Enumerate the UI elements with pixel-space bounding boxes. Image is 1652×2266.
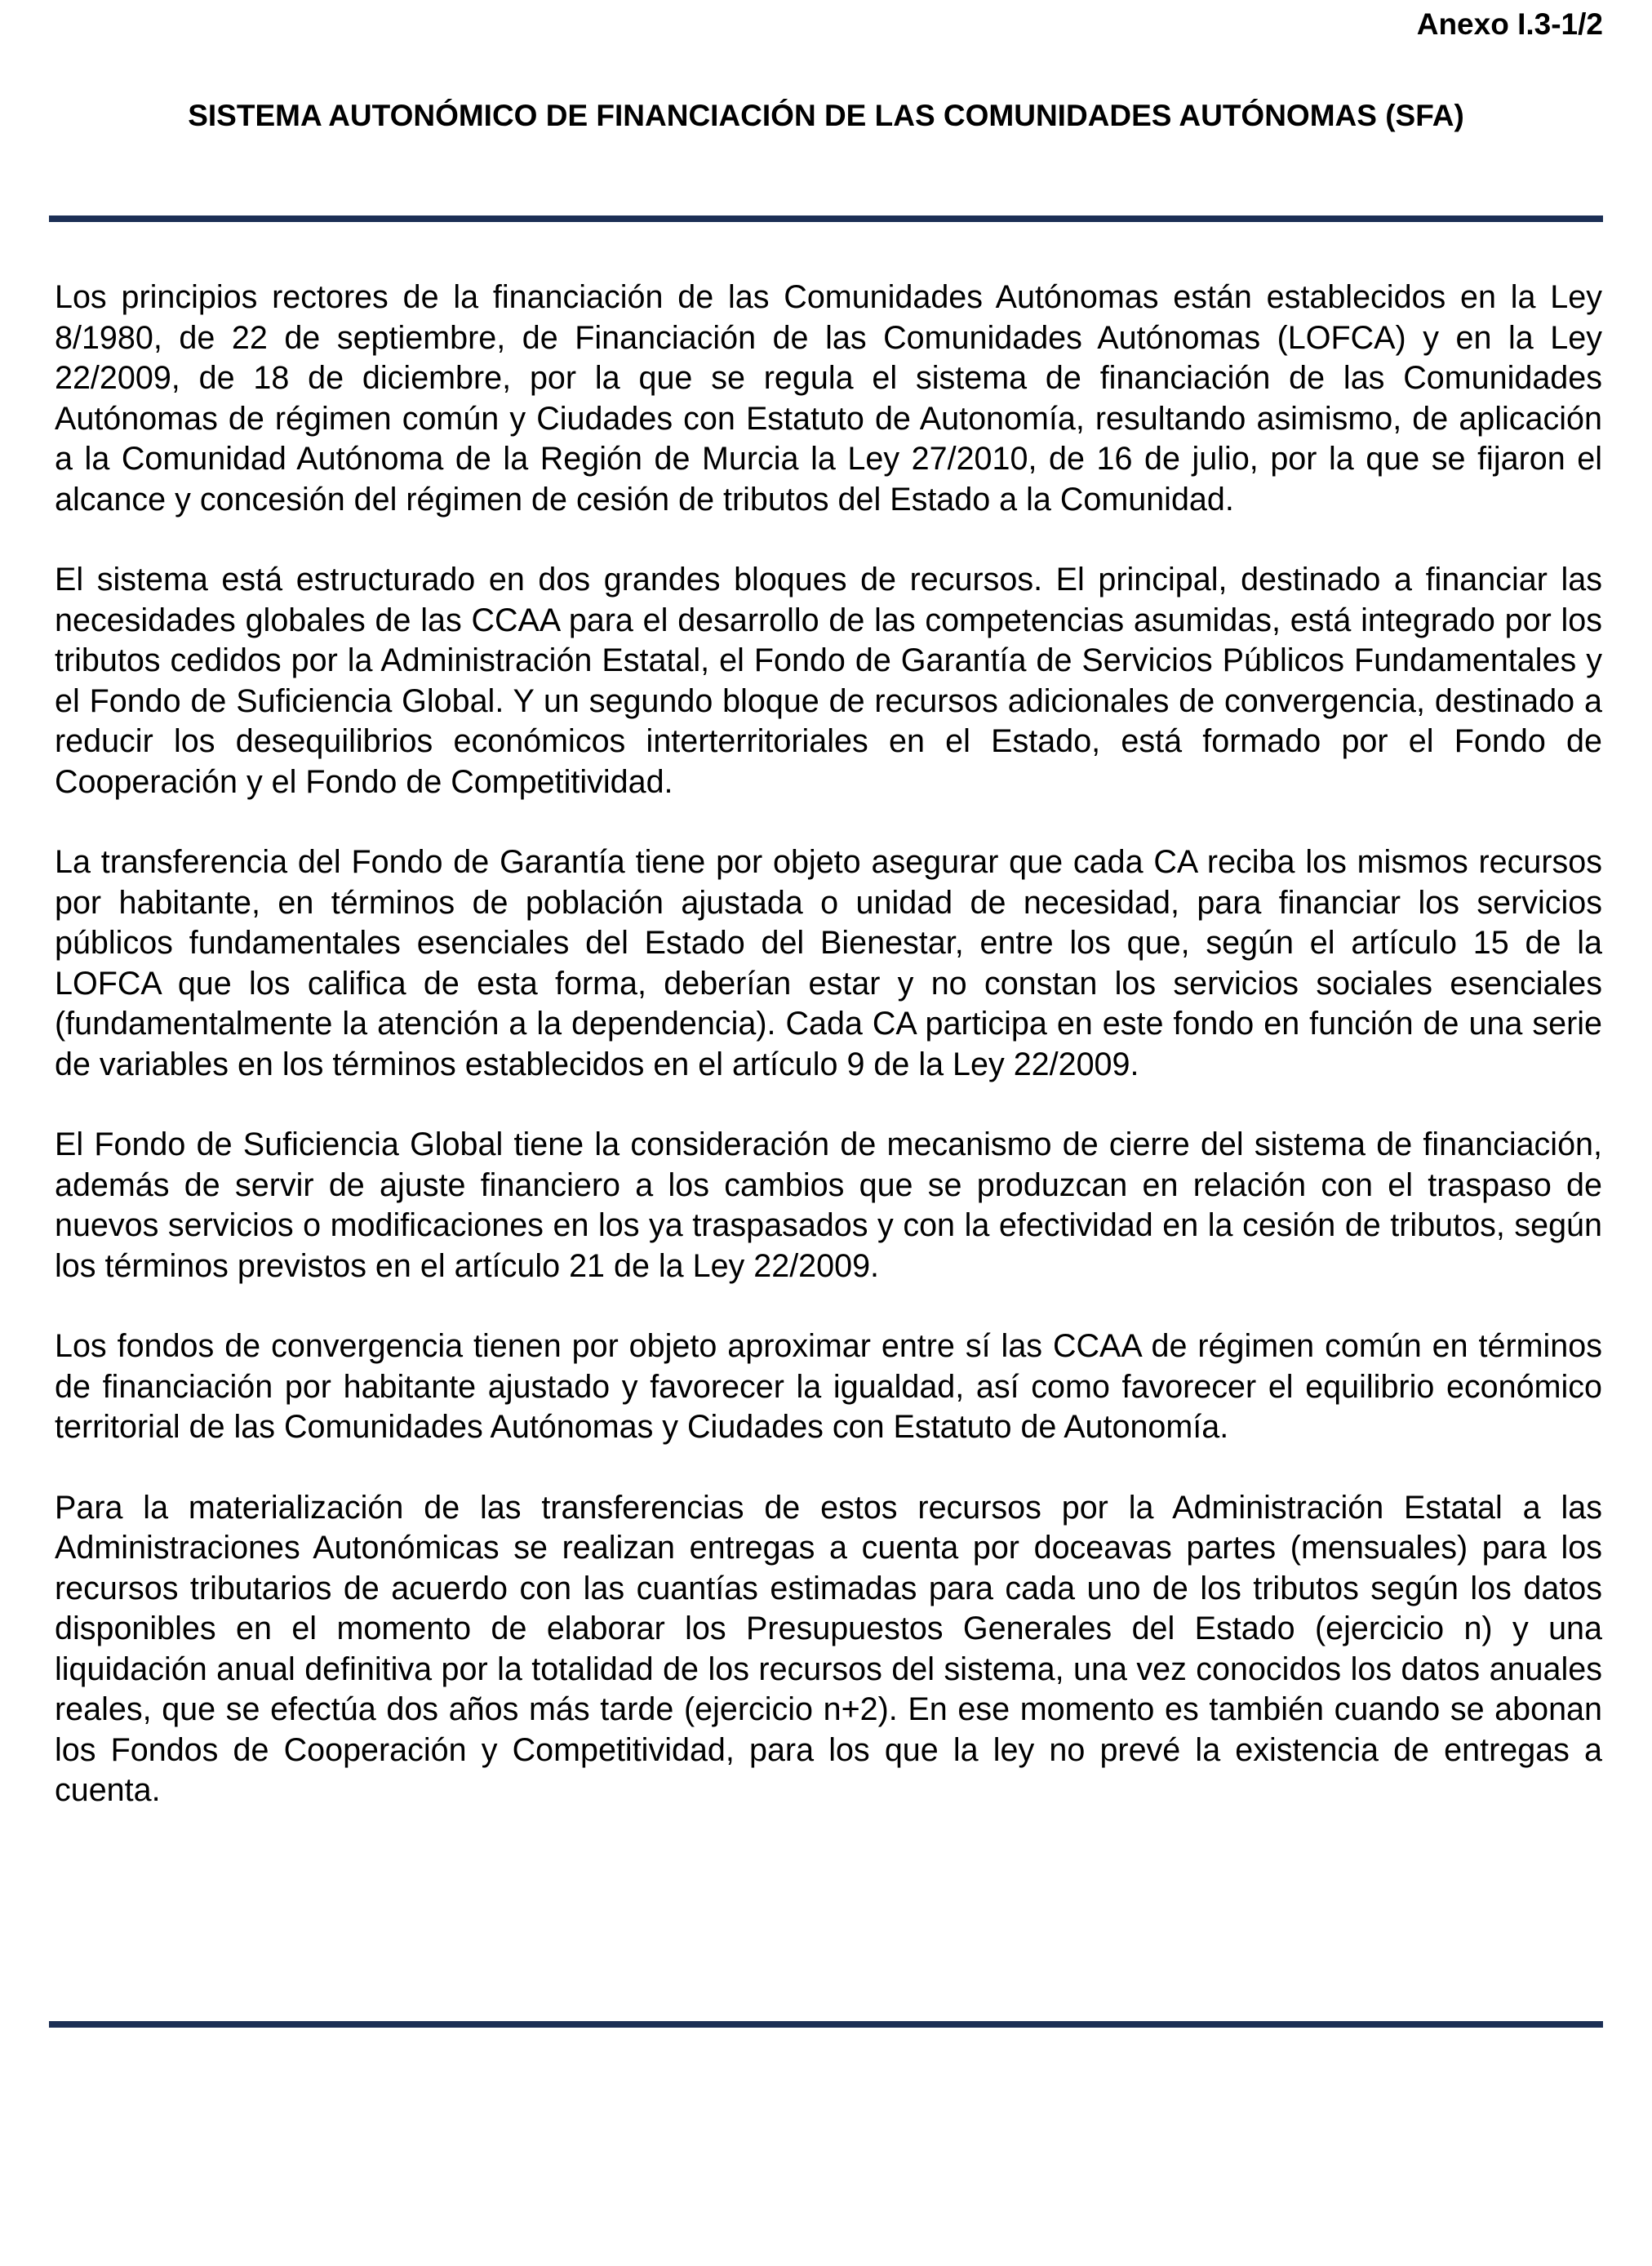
document-body bbox=[55, 278, 1602, 1811]
paragraph-convergence-funds: Los fondos de convergencia tienen por objeto aproximar entre sí las CCAA de régimen común en términos de financiación por habitante ajustado y favorecer la igualdad, así como favorecer el equilibrio económico territorial de las Comunidades Autónomas y Ciudades con Estatuto de Autonomía. bbox=[55, 1328, 1602, 1445]
paragraph-sufficiency-fund: El Fondo de Suficiencia Global tiene la consideración de mecanismo de cierre del sistema de financiación, además de servir de ajuste financiero a los cambios que se produzcan en relación con el traspaso de nuevos servicios o modificaciones en los ya traspasados y con la efectividad en la cesión de tributos, según los términos previstos en el artículo 21 de la Ley 22/2009. bbox=[55, 1126, 1602, 1284]
bottom-divider bbox=[49, 2021, 1603, 2028]
document-title: SISTEMA AUTONÓMICO DE FINANCIACIÓN DE LAS COMUNIDADES AUTÓNOMAS (SFA) bbox=[188, 99, 1464, 132]
paragraph-guarantee-fund: La transferencia del Fondo de Garantía tiene por objeto asegurar que cada CA reciba los mismos recursos por habitante, en términos de población ajustada o unidad de necesidad, para financiar los servicios públicos fundamentales esenciales del Estado del Bienestar, entre los que, según el artículo 15 de la LOFCA que los califica de esta forma, deberían estar y no constan los servicios sociales esenciales (fundamentalmente la atención a la dependencia). Cada CA participa en este fondo en función de una serie de variables en los términos establecidos en el artículo 9 de la Ley 22/2009. bbox=[55, 844, 1602, 1082]
paragraph-system-structure: El sistema está estructurado en dos grandes bloques de recursos. El principal, destinado a financiar las necesidades globales de las CCAA para el desarrollo de las competencias asumidas, está integrado por los tributos cedidos por la Administración Estatal, el Fondo de Garantía de Servicios Públicos Fundamentales y el Fondo de Suficiencia Global. Y un segundo bloque de recursos adicionales de convergencia, destinado a reducir los desequilibrios económicos interterritoriales en el Estado, está formado por el Fondo de Cooperación y el Fondo de Competitividad. bbox=[55, 562, 1602, 800]
paragraph-legal-framework: Los principios rectores de la financiación de las Comunidades Autónomas están establecidos en la Ley 8/1980, de 22 de septiembre, de Financiación de las Comunidades Autónomas (LOFCA) y en la Ley 22/2009, de 18 de diciembre, por la que se regula el sistema de financiación de las Comunidades Autónomas de régimen común y Ciudades con Estatuto de Autonomía, resultando asimismo, de aplicación a la Comunidad Autónoma de la Región de Murcia la Ley 27/2010, de 16 de julio, por la que se fijaron el alcance y concesión del régimen de cesión de tributos del Estado a la Comunidad. bbox=[55, 279, 1602, 518]
paragraph-transfers: Para la materialización de las transferencias de estos recursos por la Administración Estatal a las Administraciones Autonómicas se realizan entregas a cuenta por doceavas partes (mensuales) para los recursos tributarios de acuerdo con las cuantías estimadas para cada uno de los tributos según los datos disponibles en el momento de elaborar los Presupuestos Generales del Estado (ejercicio n) y una liquidación anual definitiva por la totalidad de los recursos del sistema, una vez conocidos los datos anuales reales, que se efectúa dos años más tarde (ejercicio n+2). En ese momento es también cuando se abonan los Fondos de Cooperación y Competitividad, para los que la ley no prevé la existencia de entregas a cuenta. bbox=[55, 1489, 1602, 1808]
top-divider bbox=[49, 215, 1603, 222]
annex-label: Anexo I.3-1/2 bbox=[1416, 7, 1603, 41]
